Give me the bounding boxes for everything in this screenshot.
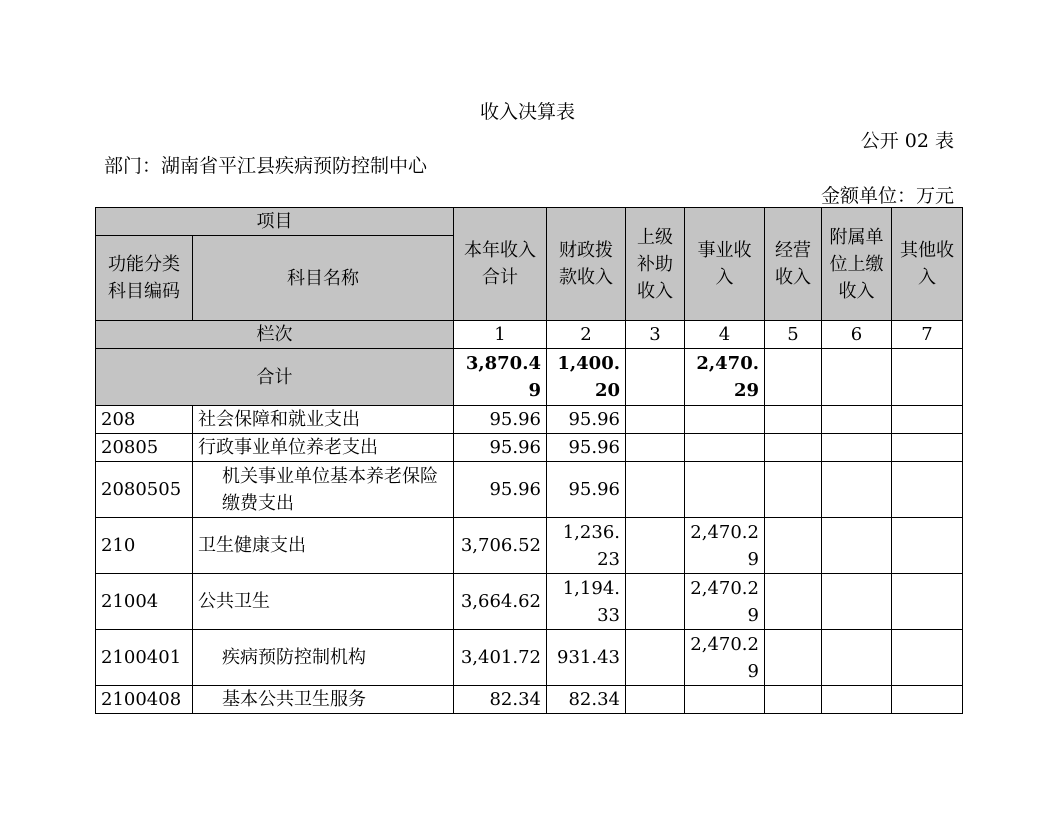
row-superior bbox=[626, 518, 685, 574]
column-number: 3 bbox=[626, 321, 685, 349]
row-superior bbox=[626, 406, 685, 434]
row-business bbox=[685, 462, 765, 518]
income-final-accounts-table bbox=[95, 207, 963, 714]
row-other bbox=[892, 406, 963, 434]
row-operating bbox=[765, 518, 822, 574]
column-number: 6 bbox=[822, 321, 892, 349]
row-total: 3,664.62 bbox=[454, 574, 547, 630]
row-business bbox=[685, 686, 765, 714]
table-row bbox=[96, 462, 963, 518]
header-item: 项目 bbox=[96, 208, 454, 236]
header-affiliated-income: 附属单位上缴收入 bbox=[822, 208, 892, 321]
row-affiliated bbox=[822, 518, 892, 574]
column-number-label: 栏次 bbox=[96, 321, 454, 349]
row-name: 疾病预防控制机构 bbox=[193, 630, 454, 686]
row-name: 行政事业单位养老支出 bbox=[193, 434, 454, 462]
table-row bbox=[96, 406, 963, 434]
total-row bbox=[96, 349, 963, 406]
row-affiliated bbox=[822, 462, 892, 518]
total-fiscal-value: 1,400.20 bbox=[547, 349, 626, 406]
row-name: 机关事业单位基本养老保险缴费支出 bbox=[193, 462, 454, 518]
column-number: 1 bbox=[454, 321, 547, 349]
row-total: 95.96 bbox=[454, 406, 547, 434]
row-other bbox=[892, 462, 963, 518]
row-affiliated bbox=[822, 406, 892, 434]
row-fiscal: 82.34 bbox=[547, 686, 626, 714]
row-affiliated bbox=[822, 574, 892, 630]
row-business bbox=[685, 406, 765, 434]
row-superior bbox=[626, 686, 685, 714]
header-total-income: 本年收入合计 bbox=[454, 208, 547, 321]
header-other-income: 其他收入 bbox=[892, 208, 963, 321]
total-operating-value bbox=[765, 349, 822, 406]
table-row bbox=[96, 574, 963, 630]
row-code: 20805 bbox=[96, 434, 193, 462]
total-affiliated-value bbox=[822, 349, 892, 406]
column-number: 7 bbox=[892, 321, 963, 349]
table-row bbox=[96, 434, 963, 462]
header-business-income: 事业收入 bbox=[685, 208, 765, 321]
row-business: 2,470.29 bbox=[685, 630, 765, 686]
row-name: 卫生健康支出 bbox=[193, 518, 454, 574]
table-body bbox=[96, 208, 963, 714]
row-operating bbox=[765, 686, 822, 714]
row-name: 社会保障和就业支出 bbox=[193, 406, 454, 434]
row-other bbox=[892, 574, 963, 630]
total-business-value: 2,470.29 bbox=[685, 349, 765, 406]
row-superior bbox=[626, 630, 685, 686]
document-title: 收入决算表 bbox=[479, 101, 575, 123]
table-row bbox=[96, 518, 963, 574]
row-affiliated bbox=[822, 434, 892, 462]
row-fiscal: 95.96 bbox=[547, 434, 626, 462]
total-superior-value bbox=[626, 349, 685, 406]
column-number-row bbox=[96, 321, 963, 349]
row-total: 82.34 bbox=[454, 686, 547, 714]
department-label: 部门：湖南省平江县疾病预防控制中心 bbox=[104, 155, 428, 177]
row-business: 2,470.29 bbox=[685, 574, 765, 630]
row-superior bbox=[626, 574, 685, 630]
row-operating bbox=[765, 574, 822, 630]
total-income-value: 3,870.49 bbox=[454, 349, 547, 406]
row-operating bbox=[765, 630, 822, 686]
row-name: 公共卫生 bbox=[193, 574, 454, 630]
row-other bbox=[892, 686, 963, 714]
row-code: 210 bbox=[96, 518, 193, 574]
column-number: 2 bbox=[547, 321, 626, 349]
row-total: 3,706.52 bbox=[454, 518, 547, 574]
row-affiliated bbox=[822, 630, 892, 686]
row-superior bbox=[626, 434, 685, 462]
row-operating bbox=[765, 406, 822, 434]
header-fiscal-income: 财政拨款收入 bbox=[547, 208, 626, 321]
row-other bbox=[892, 518, 963, 574]
total-other-value bbox=[892, 349, 963, 406]
row-fiscal: 1,194.33 bbox=[547, 574, 626, 630]
amount-unit-label: 金额单位：万元 bbox=[820, 185, 954, 207]
row-fiscal: 95.96 bbox=[547, 406, 626, 434]
row-code: 21004 bbox=[96, 574, 193, 630]
row-business: 2,470.29 bbox=[685, 518, 765, 574]
row-business bbox=[685, 434, 765, 462]
row-code: 2080505 bbox=[96, 462, 193, 518]
row-fiscal: 1,236.23 bbox=[547, 518, 626, 574]
row-name: 基本公共卫生服务 bbox=[193, 686, 454, 714]
total-label: 合计 bbox=[96, 349, 454, 406]
row-other bbox=[892, 630, 963, 686]
header-name: 科目名称 bbox=[193, 236, 454, 321]
row-operating bbox=[765, 462, 822, 518]
column-number: 5 bbox=[765, 321, 822, 349]
row-fiscal: 931.43 bbox=[547, 630, 626, 686]
header-code: 功能分类科目编码 bbox=[96, 236, 193, 321]
column-number: 4 bbox=[685, 321, 765, 349]
row-other bbox=[892, 434, 963, 462]
header-operating-income: 经营收入 bbox=[765, 208, 822, 321]
row-code: 208 bbox=[96, 406, 193, 434]
row-code: 2100408 bbox=[96, 686, 193, 714]
row-total: 95.96 bbox=[454, 462, 547, 518]
row-total: 3,401.72 bbox=[454, 630, 547, 686]
row-total: 95.96 bbox=[454, 434, 547, 462]
form-code: 公开 02 表 bbox=[860, 130, 954, 152]
row-affiliated bbox=[822, 686, 892, 714]
table-row bbox=[96, 630, 963, 686]
header-row-1 bbox=[96, 208, 963, 236]
row-fiscal: 95.96 bbox=[547, 462, 626, 518]
row-code: 2100401 bbox=[96, 630, 193, 686]
row-operating bbox=[765, 434, 822, 462]
header-superior-subsidy: 上级补助收入 bbox=[626, 208, 685, 321]
table-row bbox=[96, 686, 963, 714]
row-superior bbox=[626, 462, 685, 518]
